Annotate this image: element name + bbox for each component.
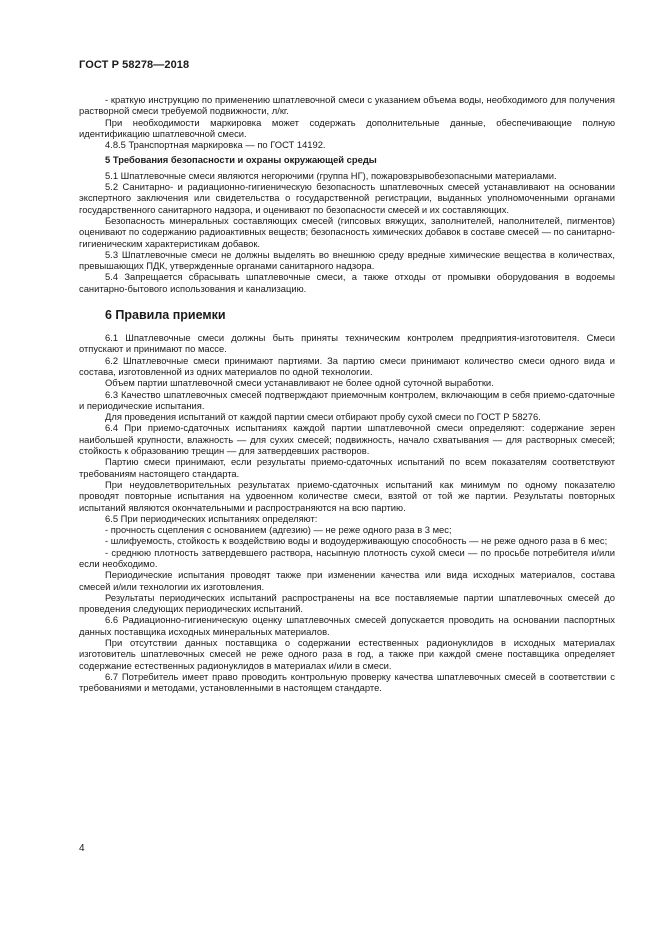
- paragraph: При неудовлетворительных результатах приемо-сдаточных испытаний как минимум по одному показателю проводят повторные испытания на удвоенном количестве смеси, взятой от той же партии. Результаты повторных испытаний являются окончательными и распространяются на всю партию.: [79, 478, 615, 513]
- paragraph: 6.7 Потребитель имеет право проводить контрольную проверку качества шпатлевочных смесей в соответствии с требованиями и методами, установленными в настоящем стандарте.: [79, 670, 615, 694]
- paragraph: Объем партии шпатлевочной смеси устанавливают не более одной суточной выработки.: [105, 377, 494, 389]
- list-item: - прочность сцепления с основанием (адгезию) — не реже одного раза в 3 мес;: [105, 524, 452, 536]
- paragraph: 5.1 Шпатлевочные смеси являются негорючими (группа НГ), пожаровзрывобезопасными материалами.: [105, 169, 557, 181]
- paragraph: 6.4 При приемо-сдаточных испытаниях каждой партии шпатлевочной смеси определяют: содержание зерен наибольшей крупности, влажность — для сухих смесей; подвижность, начало схватывания — для растворных смесей; стойкость к образованию трещин — для затвердевших растворов.: [79, 422, 615, 457]
- paragraph: 6.2 Шпатлевочные смеси принимают партиями. За партию смеси принимают количество смеси одного вида и состава, изготовленной из одних материалов по одной технологии.: [79, 354, 615, 377]
- paragraph: При отсутствии данных поставщика о содержании естественных радионуклидов в исходных материалах изготовитель шпатлевочных смесей не реже одного раза в год, а также при каждой смене поставщика определяет содержание естественных радионуклидов в материалах и/или в смеси.: [79, 637, 615, 671]
- paragraph: 6.6 Радиационно-гигиеническую оценку шпатлевочных смесей допускается проводить на основании паспортных данных поставщика исходных минеральных материалов.: [79, 614, 615, 637]
- list-item: - среднюю плотность затвердевшего раствора, насыпную плотность сухой смеси — по просьбе потребителя и/или если необходимо.: [79, 546, 615, 569]
- paragraph: Результаты периодических испытаний распространены на все поставляемые партии шпатлевочных смесей до проведения следующих периодических испытаний.: [79, 591, 615, 615]
- paragraph: При необходимости маркировка может содержать дополнительные данные, обеспечивающие полную идентификацию шпатлевочной смеси.: [79, 116, 615, 139]
- page-number: 4: [79, 843, 85, 854]
- list-item: - шлифуемость, стойкость к воздействию воды и водоудерживающую способность — не реже одного раза в 6 мес;: [105, 535, 608, 547]
- paragraph: 6.5 При периодических испытаниях определяют:: [105, 512, 318, 524]
- paragraph: 6.1 Шпатлевочные смеси должны быть приняты техническим контролем предприятия-изготовителя. Смеси отпускают и принимают по массе.: [79, 332, 615, 355]
- paragraph: 5.2 Санитарно- и радиационно-гигиеническую безопасность шпатлевочных смесей устанавливают на основании экспертного заключения или свидетельства о государственной регистрации, выданных уполномоченными органами государственного санитарного надзора, и оценивают по безопасности смесей и их составляющих.: [79, 181, 615, 215]
- paragraph: 5.3 Шпатлевочные смеси не должны выделять во внешнюю среду вредные химические вещества в количествах, превышающих ПДК, утвержденные органами санитарного надзора.: [79, 248, 615, 272]
- paragraph: Партию смеси принимают, если результаты приемо-сдаточных испытаний по всем показателям соответствуют требованиям настоящего стандарта.: [79, 456, 615, 479]
- page-body: [79, 94, 615, 694]
- paragraph: Для проведения испытаний от каждой партии смеси отбирают пробу сухой смеси по ГОСТ Р 58276.: [105, 411, 541, 423]
- paragraph: 5.4 Запрещается сбрасывать шпатлевочные смеси, а также отходы от промывки оборудования в водоемы санитарно-бытового использования и канализацию.: [79, 271, 615, 294]
- paragraph: - краткую инструкцию по применению шпатлевочной смеси с указанием объема воды, необходимого для получения растворной смеси требуемой подвижности, л/кг.: [79, 94, 615, 117]
- paragraph: 4.8.5 Транспортная маркировка — по ГОСТ 14192.: [105, 139, 326, 151]
- paragraph: 6.3 Качество шпатлевочных смесей подтверждают приемочным контролем, включающим в себя приемо-сдаточные и периодические испытания.: [79, 388, 615, 411]
- paragraph: Безопасность минеральных составляющих смесей (гипсовых вяжущих, заполнителей, наполнителей, пигментов) оценивают по содержанию радиоактивных веществ; безопасность химических добавок в составе смесей — по санитарно-гигиеническим характеристикам добавок.: [79, 214, 615, 249]
- standard-header: ГОСТ Р 58278—2018: [79, 59, 190, 71]
- section-5-title: 5 Требования безопасности и охраны окружающей среды: [105, 154, 377, 166]
- paragraph: Периодические испытания проводят также при изменении качества или вида исходных материалов, состава смесей и/или технологии их изготовления.: [79, 569, 615, 592]
- section-6-title: 6 Правила приемки: [105, 308, 226, 323]
